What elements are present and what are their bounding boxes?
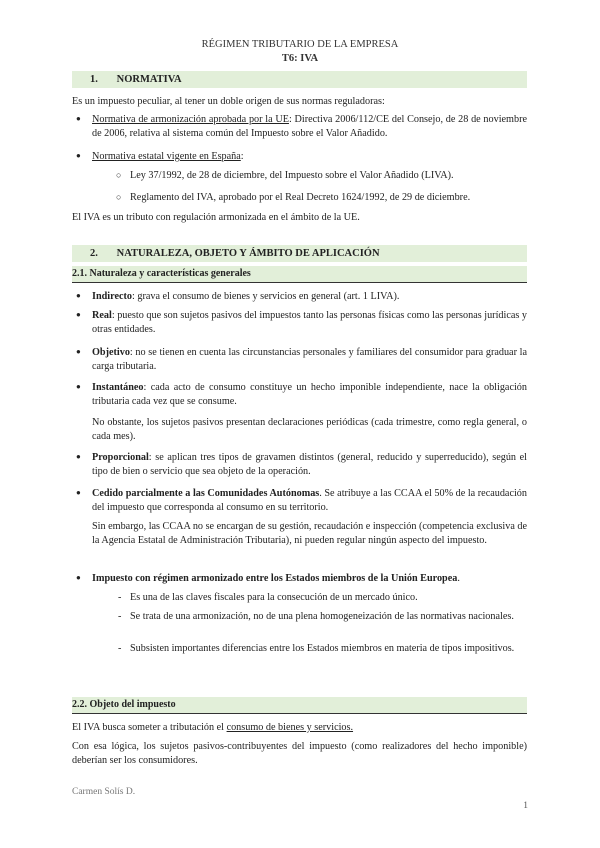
section-2-heading bbox=[72, 245, 527, 262]
underlined-text: consumo de bienes y servicios. bbox=[226, 722, 354, 733]
bullet-icon: ● bbox=[76, 347, 81, 356]
bullet-icon: ● bbox=[76, 573, 81, 582]
bullet-text: : grava el consumo de bienes y servicios en general (art. 1 LIVA). bbox=[132, 291, 400, 302]
list-item-text: Ley 37/1992, de 28 de diciembre, del Impuesto sobre el Valor Añadido (LIVA). bbox=[130, 170, 454, 181]
list-item bbox=[110, 591, 527, 605]
paragraph-text: El IVA busca someter a tributación el bbox=[72, 722, 227, 733]
dash-bullet-icon: - bbox=[118, 611, 122, 622]
list-item-continuation bbox=[72, 416, 527, 445]
bullet-text: : no se tienen en cuenta las circunstancias personales y familiares del consumidor para graduar la carga tributaria. bbox=[92, 347, 527, 373]
bullet-text: : se aplican tres tipos de gravamen distintos (general, reducido y superreducido), según el tipo de bien o servicio que sea objeto de la operación. bbox=[92, 452, 527, 478]
section-title: NATURALEZA, OBJETO Y ÁMBITO DE APLICACIÓN bbox=[116, 248, 380, 259]
bullet-label: Objetivo bbox=[92, 347, 130, 358]
paragraph bbox=[72, 721, 527, 735]
list-item bbox=[72, 572, 527, 586]
page-header bbox=[0, 38, 600, 66]
circle-bullet-icon: ○ bbox=[116, 170, 122, 180]
list-item-text: Se trata de una armonización, no de una plena homogeneización de las normativas nacionales. bbox=[130, 611, 514, 622]
paragraph: Sin embargo, las CCAA no se encargan de su gestión, recaudación e inspección (competencia exclusiva de la Agencia Estatal de Administración Tributaria), ni pueden regular ningún aspecto del impuesto. bbox=[92, 521, 528, 547]
circle-bullet-icon: ○ bbox=[116, 192, 122, 202]
bullet-label: Normativa estatal vigente en España bbox=[92, 151, 241, 162]
section-1-heading bbox=[72, 71, 527, 88]
list-item-text: Es una de las claves fiscales para la consecución de un mercado único. bbox=[130, 592, 418, 603]
bullet-text: : puesto que son sujetos pasivos del impuestos tanto las personas físicas como las personas jurídicas y otras entidades. bbox=[92, 310, 527, 336]
bullet-label: Indirecto bbox=[92, 291, 132, 302]
list-item bbox=[110, 610, 527, 624]
bullet-text: . bbox=[457, 573, 460, 584]
bullet-label: Impuesto con régimen armonizado entre los Estados miembros de la Unión Europea bbox=[92, 573, 458, 584]
bullet-text: : bbox=[240, 151, 244, 162]
bullet-icon: ● bbox=[76, 291, 81, 300]
bullet-text: . Se atribuye a las CCAA el 50% de la recaudación del impuesto que corresponda al consumo en su territorio. bbox=[92, 488, 527, 514]
paragraph: No obstante, los sujetos pasivos presentan declaraciones periódicas (cada trimestre, como regla general, o cada mes). bbox=[92, 417, 527, 443]
bullet-label: Real bbox=[92, 310, 112, 321]
subsection-2-2-heading: 2.2. Objeto del impuesto bbox=[72, 697, 527, 714]
bullet-text: : Directiva 2006/112/CE del Consejo, de 28 de noviembre de 2006, relativa al sistema común del Impuesto sobre el Valor Añadido. bbox=[92, 114, 527, 140]
subsection-2-1-heading: 2.1. Naturaleza y características generales bbox=[72, 266, 527, 283]
bullet-icon: ● bbox=[76, 151, 81, 160]
list-item bbox=[72, 150, 527, 164]
section-number: 1. bbox=[90, 74, 98, 85]
list-item bbox=[72, 113, 527, 142]
list-item bbox=[72, 451, 527, 480]
section-number: 2. bbox=[90, 248, 98, 259]
page-number: 1 bbox=[523, 801, 528, 811]
bullet-icon: ● bbox=[76, 114, 81, 123]
list-item bbox=[110, 642, 527, 656]
footer-author: Carmen Solís D. bbox=[72, 787, 136, 797]
paragraph: El IVA es un tributo con regulación armonizada en el ámbito de la UE. bbox=[72, 212, 360, 223]
bullet-label: Instantáneo bbox=[92, 382, 144, 393]
bullet-icon: ● bbox=[76, 452, 81, 461]
section-title: NORMATIVA bbox=[116, 74, 182, 85]
paragraph: Es un impuesto peculiar, al tener un doble origen de sus normas reguladoras: bbox=[72, 96, 385, 107]
document-subtitle: T6: IVA bbox=[281, 53, 319, 64]
list-item-continuation bbox=[72, 520, 527, 549]
list-item-text: Subsisten importantes diferencias entre los Estados miembros en materia de tipos impositivos. bbox=[130, 643, 515, 654]
bullet-icon: ● bbox=[76, 310, 81, 319]
bullet-icon: ● bbox=[76, 382, 81, 391]
dash-bullet-icon: - bbox=[118, 592, 122, 603]
bullet-icon: ● bbox=[76, 488, 81, 497]
list-item bbox=[118, 169, 527, 183]
list-item bbox=[118, 191, 527, 205]
bullet-label: Normativa de armonización aprobada por la UE bbox=[92, 114, 289, 125]
list-item bbox=[72, 487, 527, 516]
paragraph: Con esa lógica, los sujetos pasivos-contribuyentes del impuesto (como realizadores del hecho imponible) deberían ser los consumidores. bbox=[72, 741, 527, 767]
bullet-label: Proporcional bbox=[92, 452, 149, 463]
list-item bbox=[72, 309, 527, 338]
bullet-text: : cada acto de consumo constituye un hecho imponible independiente, nace la obligación tributaria cada vez que se consume. bbox=[92, 382, 527, 408]
document-title: RÉGIMEN TRIBUTARIO DE LA EMPRESA bbox=[201, 39, 399, 50]
list-item bbox=[72, 381, 527, 410]
list-item bbox=[72, 346, 527, 375]
list-item bbox=[72, 290, 527, 304]
bullet-label: Cedido parcialmente a las Comunidades Autónomas bbox=[92, 488, 320, 499]
list-item-text: Reglamento del IVA, aprobado por el Real Decreto 1624/1992, de 29 de diciembre. bbox=[130, 192, 471, 203]
dash-bullet-icon: - bbox=[118, 643, 122, 654]
